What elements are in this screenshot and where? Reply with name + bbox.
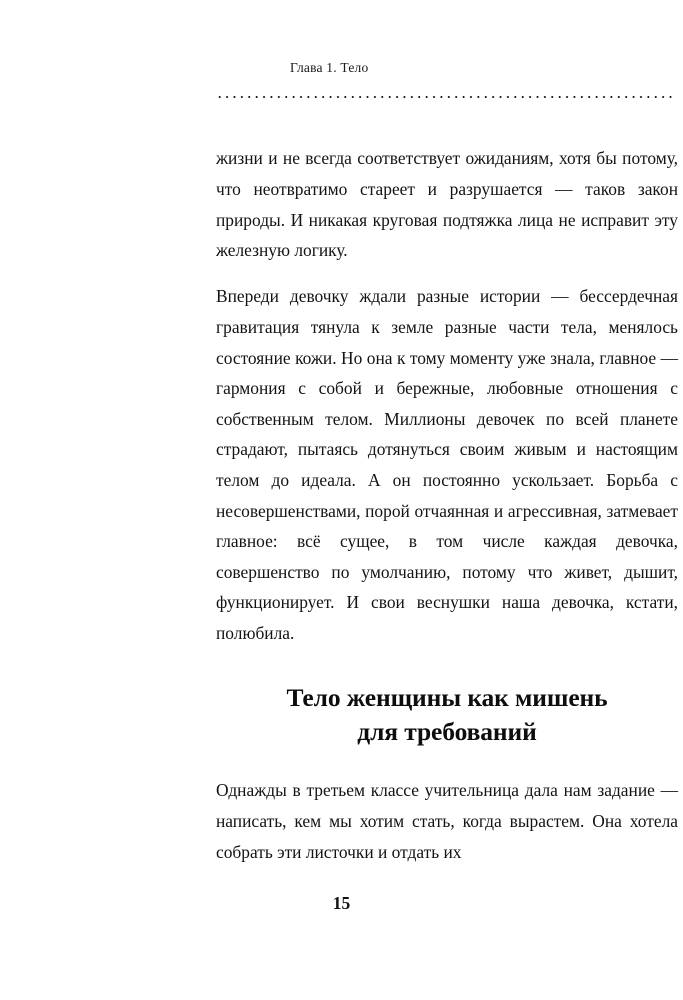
section-heading xyxy=(216,681,678,749)
running-head: Глава 1. Тело xyxy=(290,60,369,75)
section-heading-line-2: для требований xyxy=(357,717,537,747)
body-paragraph: Впереди девочку ждали разные истории — бессердечная гравитация тянула к земле разные части тела, менялось состояние кожи. Но она к тому моменту уже знала, главное — гармония с собой и бережные, любовные отношения с собственным телом. Миллионы девочек по всей планете страдают, пытаясь дотянуться своим живым и настоящим телом до идеала. А он постоянно ускользает. Борьба с несовершенствами, порой отчаянная и агрессивная, затмевает главное: всё сущее, в том числе каждая девочка, совершенство по умолчанию, потому что живет, дышит, функционирует. И свои веснушки наша девочка, кстати, полюбила. xyxy=(216,286,678,643)
page-number: 15 xyxy=(332,893,351,913)
body-paragraph: Однажды в третьем классе учительница дала нам задание — написать, кем мы хотим стать, когда вырастем. Она хотела собрать эти листочки и отдать их xyxy=(216,780,678,862)
body-paragraph: жизни и не всегда соответствует ожиданиям, хотя бы потому, что неотвратимо стареет и разрушается — таков закон природы. И никакая круговая подтяжка лица не исправит эту железную логику. xyxy=(216,148,678,261)
section-heading-line-1: Тело женщины как мишень xyxy=(286,683,608,713)
dotted-rule-divider xyxy=(216,96,676,98)
page-content xyxy=(108,0,678,1000)
